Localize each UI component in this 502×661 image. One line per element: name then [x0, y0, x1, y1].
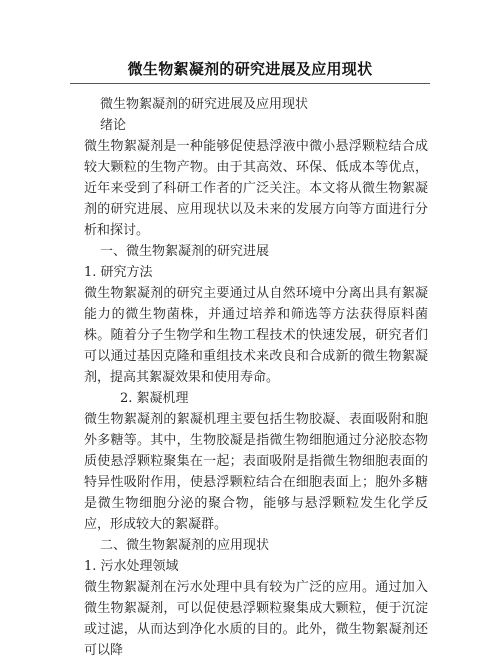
paragraph-research-methods: 微生物絮凝剂的研究主要通过从自然环境中分离出具有絮凝能力的微生物菌株，并通过培养和筛选等方法获得原料菌株。随着分子生物学和生物工程技术的快速发展，研究者们可以通过基因克隆和重组技术来改良和合成新的微生物絮凝剂，提高其絮凝效果和使用寿命。: [84, 286, 428, 385]
subheading-flocculation-mechanism: 2. 絮凝机理: [120, 391, 189, 406]
section-heading-introduction: 绪论: [100, 118, 127, 133]
title-underline: [70, 83, 430, 84]
document-title: 微生物絮凝剂的研究进展及应用现状: [127, 60, 373, 78]
section-heading-application-status: 二、微生物絮凝剂的应用现状: [100, 538, 270, 553]
paragraph-flocculation-mechanism: 微生物絮凝剂的絮凝机理主要包括生物胶凝、表面吸附和胞外多糖等。其中，生物胶凝是指微生物细胞通过分泌胶态物质使悬浮颗粒聚集在一起；表面吸附是指微生物细胞表面的特异性吸附作用，使悬浮颗粒结合在细胞表面上；胞外多糖是微生物细胞分泌的聚合物，能够与悬浮颗粒发生化学反应，形成较大的絮凝群。: [84, 412, 428, 532]
subheading-research-methods: 1. 研究方法: [84, 265, 153, 280]
document-header: [70, 60, 430, 84]
subheading-wastewater-treatment: 1. 污水处理领域: [84, 559, 179, 574]
paragraph-wastewater-treatment: 微生物絮凝剂在污水处理中具有较为广泛的应用。通过加入微生物絮凝剂，可以促使悬浮颗粒聚集成大颗粒，便于沉淀或过滤，从而达到净化水质的目的。此外，微生物絮凝剂还可以降: [84, 580, 428, 658]
paragraph-introduction: 微生物絮凝剂是一种能够促使悬浮液中微小悬浮颗粒结合成较大颗粒的生物产物。由于其高效、环保、低成本等优点，近年来受到了科研工作者的广泛关注。本文将从微生物絮凝剂的研究进展、应用现状以及未来的发展方向等方面进行分析和探讨。: [84, 139, 428, 238]
document-body: [84, 94, 428, 661]
section-heading-research-progress: 一、微生物絮凝剂的研究进展: [100, 244, 270, 259]
body-title-line: 微生物絮凝剂的研究进展及应用现状: [100, 97, 309, 112]
